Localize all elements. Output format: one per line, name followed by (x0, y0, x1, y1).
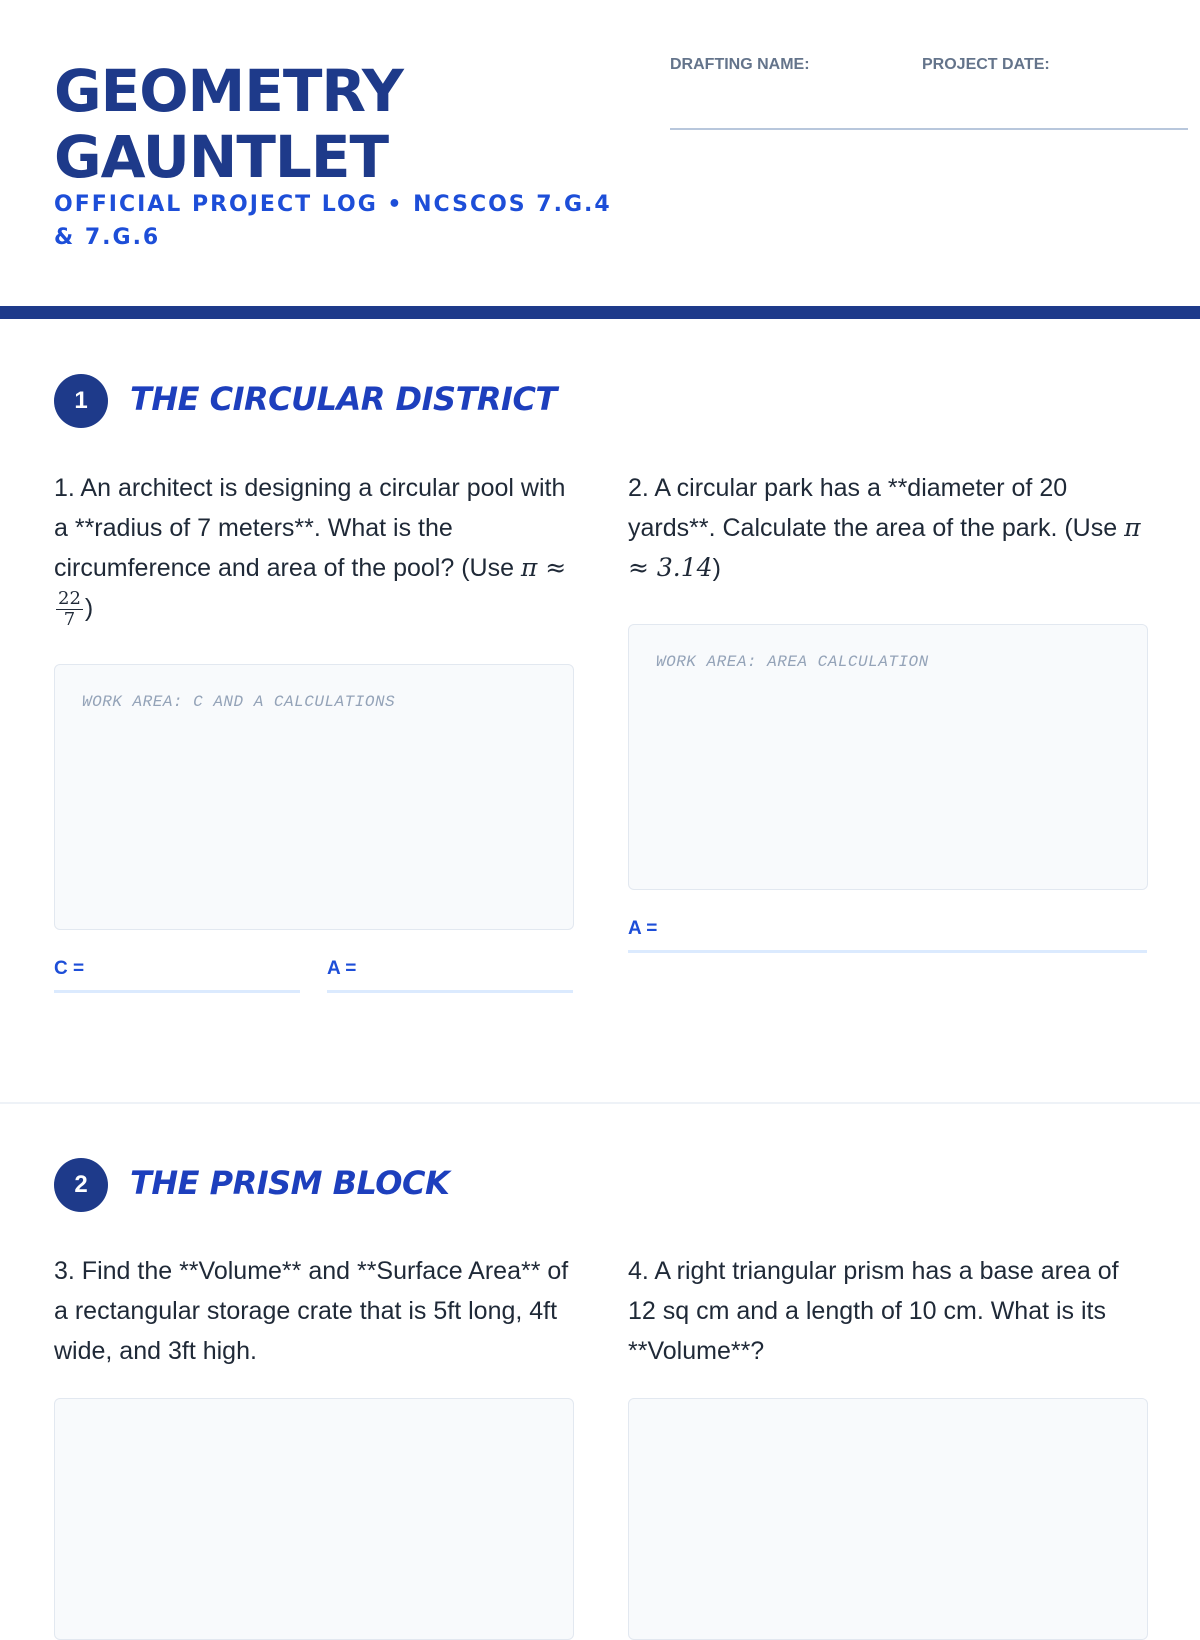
section-divider (0, 1102, 1200, 1104)
answer-label-c: C = (54, 958, 85, 979)
question-4: 4. A right triangular prism has a base area of 12 sq cm and a length of 10 cm. What is its **Volume**? (628, 1257, 1119, 1365)
question-3: 3. Find the **Volume** and **Surface Area** of a rectangular storage crate that is 5ft long, 4ft wide, and 3ft high. (54, 1257, 569, 1365)
work-area-label: WORK AREA: AREA CALCULATION (656, 653, 929, 671)
question-1-closing: ) (84, 594, 94, 622)
work-area-label: WORK AREA: C AND A CALCULATIONS (82, 693, 396, 711)
fraction-denominator: 7 (63, 608, 76, 630)
worksheet-title (54, 58, 614, 190)
drafting-name-label: DRAFTING NAME: (670, 56, 810, 73)
title-line-1: GEOMETRY (54, 57, 403, 125)
work-area-q4[interactable] (628, 1398, 1148, 1640)
work-area-q3[interactable] (54, 1398, 574, 1640)
pi-symbol: π ≈ (520, 553, 567, 582)
title-line-2: GAUNTLET (54, 123, 389, 191)
fraction-numerator: 22 (58, 587, 81, 609)
worksheet-subtitle: OFFICIAL PROJECT LOG • NCSCOS 7.G.4 & 7.G.6 (54, 192, 612, 250)
section-title: THE CIRCULAR DISTRICT (130, 380, 557, 418)
worksheet-header (0, 0, 1200, 320)
answer-line-a[interactable] (628, 950, 1147, 953)
answer-label-a: A = (628, 918, 658, 939)
answer-label-a: A = (327, 958, 357, 979)
section-number-badge: 1 (54, 374, 108, 428)
answer-line-a[interactable] (327, 990, 573, 993)
answer-line-c[interactable] (54, 990, 300, 993)
question-2-closing: ) (712, 554, 721, 582)
work-area-q2[interactable] (628, 624, 1148, 890)
pi-approximation: π ≈ 3.14 (628, 513, 1141, 582)
pi-fraction (56, 589, 83, 630)
header-rule (0, 306, 1200, 319)
question-2 (628, 468, 1148, 588)
name-date-entry-line[interactable] (670, 128, 1188, 130)
project-date-label: PROJECT DATE: (922, 56, 1050, 73)
question-1-text: 1. An architect is designing a circular pool with a **radius of 7 meters**. What is the circumference and area of the pool? (Use (54, 474, 566, 582)
question-1 (54, 468, 574, 630)
question-2-text: 2. A circular park has a **diameter of 20 yards**. Calculate the area of the park. (Use (628, 474, 1125, 542)
section-number-badge: 2 (54, 1158, 108, 1212)
section-title: THE PRISM BLOCK (130, 1164, 450, 1202)
work-area-q1[interactable] (54, 664, 574, 930)
